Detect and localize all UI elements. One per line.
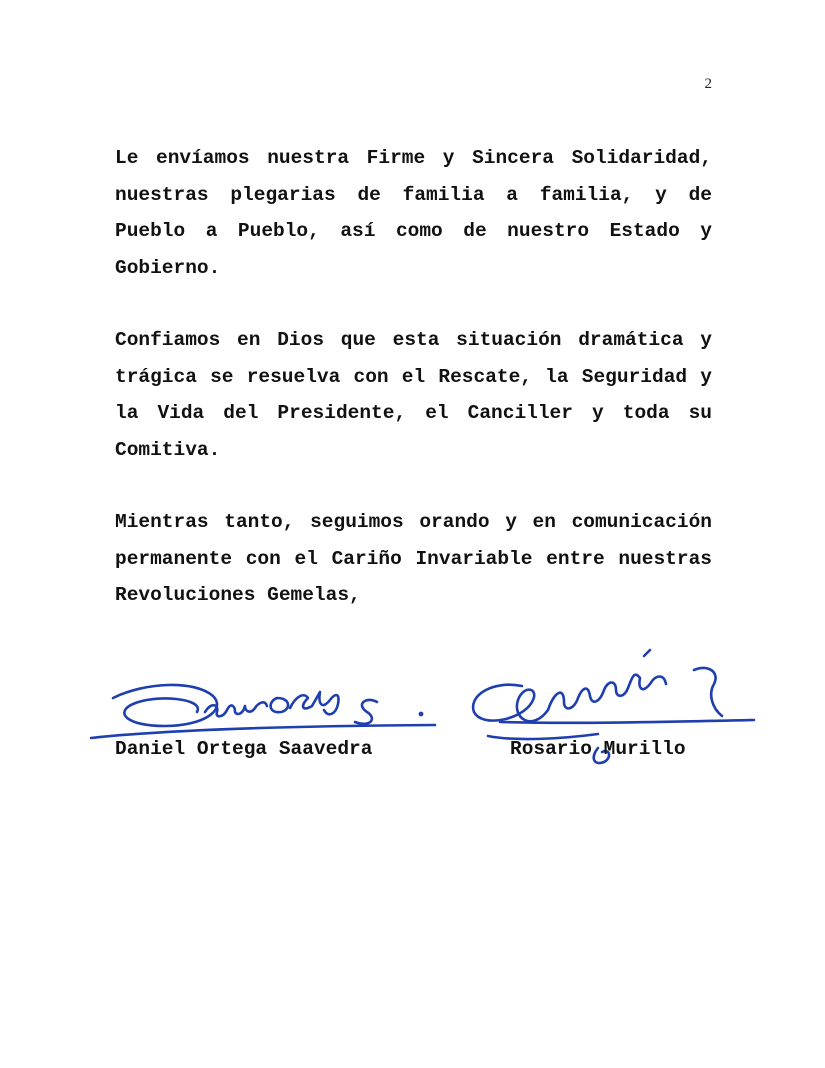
letter-body <box>115 140 712 650</box>
signature-block <box>0 640 825 780</box>
page-number: 2 <box>704 76 712 92</box>
signatory-name-right: Rosario Murillo <box>510 738 686 760</box>
signature-daniel-ortega <box>85 668 445 748</box>
paragraph-communication: Mientras tanto, seguimos orando y en comunicación permanente con el Cariño Invariable entre nuestras Revoluciones Gemelas, <box>115 511 712 606</box>
signatory-name-left: Daniel Ortega Saavedra <box>115 738 373 760</box>
paragraph-solidarity: Le envíamos nuestra Firme y Sincera Solidaridad, nuestras plegarias de familia a familia, y de Pueblo a Pueblo, así como de nuestro Estado y Gobierno. <box>115 147 712 279</box>
paragraph-faith: Confiamos en Dios que esta situación dramática y trágica se resuelva con el Rescate, la Seguridad y la Vida del Presidente, el Canciller y toda su Comitiva. <box>115 329 712 461</box>
